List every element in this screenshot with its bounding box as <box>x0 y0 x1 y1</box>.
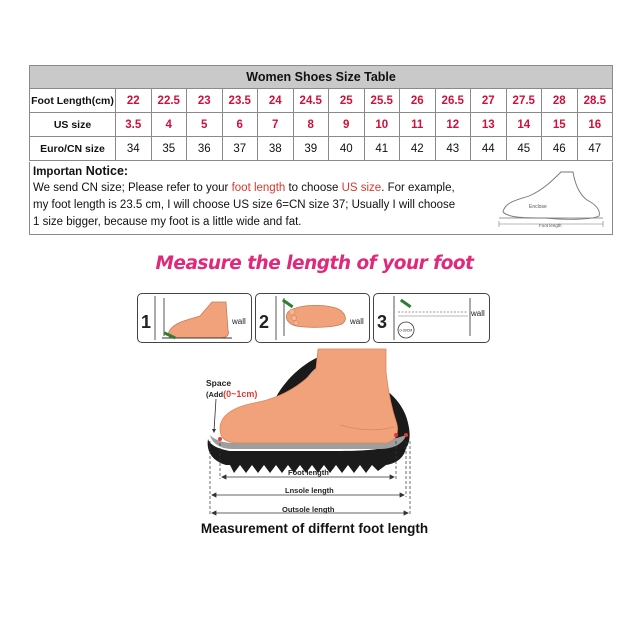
step-3-wall-label: wall <box>471 309 485 318</box>
size-cell: 38 <box>258 137 294 161</box>
step-1-number: 1 <box>141 312 152 332</box>
notice-foot-length-highlight: foot length <box>231 182 286 194</box>
notice-title <box>33 164 128 178</box>
size-cell: 25 <box>329 89 365 113</box>
size-cell: 44 <box>471 137 507 161</box>
size-cell: 43 <box>435 137 471 161</box>
size-cell: 37 <box>222 137 258 161</box>
step-1-wall-label: wall <box>232 317 246 326</box>
notice-text <box>33 180 491 231</box>
diagram-caption: Measurement of differnt foot length <box>200 521 429 536</box>
notice-line-3: 1 size bigger, because my foot is a little wide and fat. <box>33 216 302 228</box>
row-header: US size <box>30 113 116 137</box>
step-1-panel <box>137 293 252 343</box>
size-cell: 47 <box>577 137 613 161</box>
size-cell: 41 <box>364 137 400 161</box>
size-table-wrapper <box>29 65 613 161</box>
size-cell: 23 <box>187 89 223 113</box>
heel-dot <box>218 437 222 441</box>
foot-length-label: Foot length <box>288 468 329 477</box>
size-cell: 16 <box>577 113 613 137</box>
size-cell: 39 <box>293 137 329 161</box>
size-cell: 40 <box>329 137 365 161</box>
size-cell: 28.5 <box>577 89 613 113</box>
notice-line-1-pre: We send CN size; Please refer to your <box>33 182 232 194</box>
notice-box <box>29 162 613 235</box>
size-cell: 14 <box>506 113 542 137</box>
size-cell: 45 <box>506 137 542 161</box>
notice-line-1-post: . For example, <box>381 182 455 194</box>
size-cell: 15 <box>542 113 578 137</box>
space-add-label <box>206 389 257 399</box>
notice-title-suffix: Notice: <box>85 164 129 178</box>
size-row <box>30 113 613 137</box>
step-3-number: 3 <box>377 312 388 332</box>
size-cell: 10 <box>364 113 400 137</box>
size-cell: 11 <box>400 113 436 137</box>
sketch-label-foot-length: Foot length <box>539 223 562 228</box>
table-title: Women Shoes Size Table <box>30 66 613 89</box>
size-table <box>29 65 613 161</box>
size-cell: 6 <box>222 113 258 137</box>
measure-title: Measure the length of your foot <box>155 253 474 274</box>
step-2-wall-label: wall <box>350 317 364 326</box>
outsole-length-label: Outsole length <box>282 505 335 514</box>
step-3-illustration <box>374 294 489 342</box>
row-header: Euro/CN size <box>30 137 116 161</box>
notice-line-1-mid: to choose <box>285 182 342 194</box>
space-add-value: (0~1cm) <box>223 389 258 399</box>
size-row <box>30 137 613 161</box>
step-3-badge: 0-30CM <box>399 328 413 333</box>
size-cell: 27.5 <box>506 89 542 113</box>
size-cell: 26.5 <box>435 89 471 113</box>
notice-line-1 <box>33 180 491 197</box>
size-cell: 4 <box>151 113 187 137</box>
size-cell: 5 <box>187 113 223 137</box>
insole-length-label: Lnsole length <box>285 486 334 495</box>
size-cell: 23.5 <box>222 89 258 113</box>
size-cell: 8 <box>293 113 329 137</box>
size-cell: 22.5 <box>151 89 187 113</box>
size-cell: 13 <box>471 113 507 137</box>
foot-sketch-icon <box>495 166 607 228</box>
size-row <box>30 89 613 113</box>
size-cell: 46 <box>542 137 578 161</box>
sketch-label-enclose: Enclose <box>529 204 547 210</box>
toe-dot <box>394 433 398 437</box>
size-cell: 27 <box>471 89 507 113</box>
step-1-illustration <box>138 294 251 342</box>
size-cell: 35 <box>151 137 187 161</box>
notice-line-2: my foot length is 23.5 cm, I will choose US size 6=CN size 37; Usually I will choose <box>33 199 456 211</box>
size-cell: 22 <box>116 89 152 113</box>
size-cell: 25.5 <box>364 89 400 113</box>
step-2-illustration <box>256 294 369 342</box>
step-2-number: 2 <box>259 312 270 332</box>
step-2-panel <box>255 293 370 343</box>
space-label: Space <box>206 378 232 388</box>
size-cell: 34 <box>116 137 152 161</box>
size-cell: 36 <box>187 137 223 161</box>
size-cell: 9 <box>329 113 365 137</box>
size-cell: 3.5 <box>116 113 152 137</box>
size-cell: 7 <box>258 113 294 137</box>
notice-title-prefix: Importan <box>33 166 83 178</box>
space-add-prefix: (Add <box>206 390 224 399</box>
size-cell: 42 <box>400 137 436 161</box>
size-cell: 24.5 <box>293 89 329 113</box>
space-dot <box>404 433 408 437</box>
row-header: Foot Length(cm) <box>30 89 116 113</box>
notice-us-size-highlight: US size <box>341 182 382 194</box>
size-cell: 12 <box>435 113 471 137</box>
size-cell: 28 <box>542 89 578 113</box>
step-3-panel <box>373 293 490 343</box>
size-cell: 26 <box>400 89 436 113</box>
size-cell: 24 <box>258 89 294 113</box>
